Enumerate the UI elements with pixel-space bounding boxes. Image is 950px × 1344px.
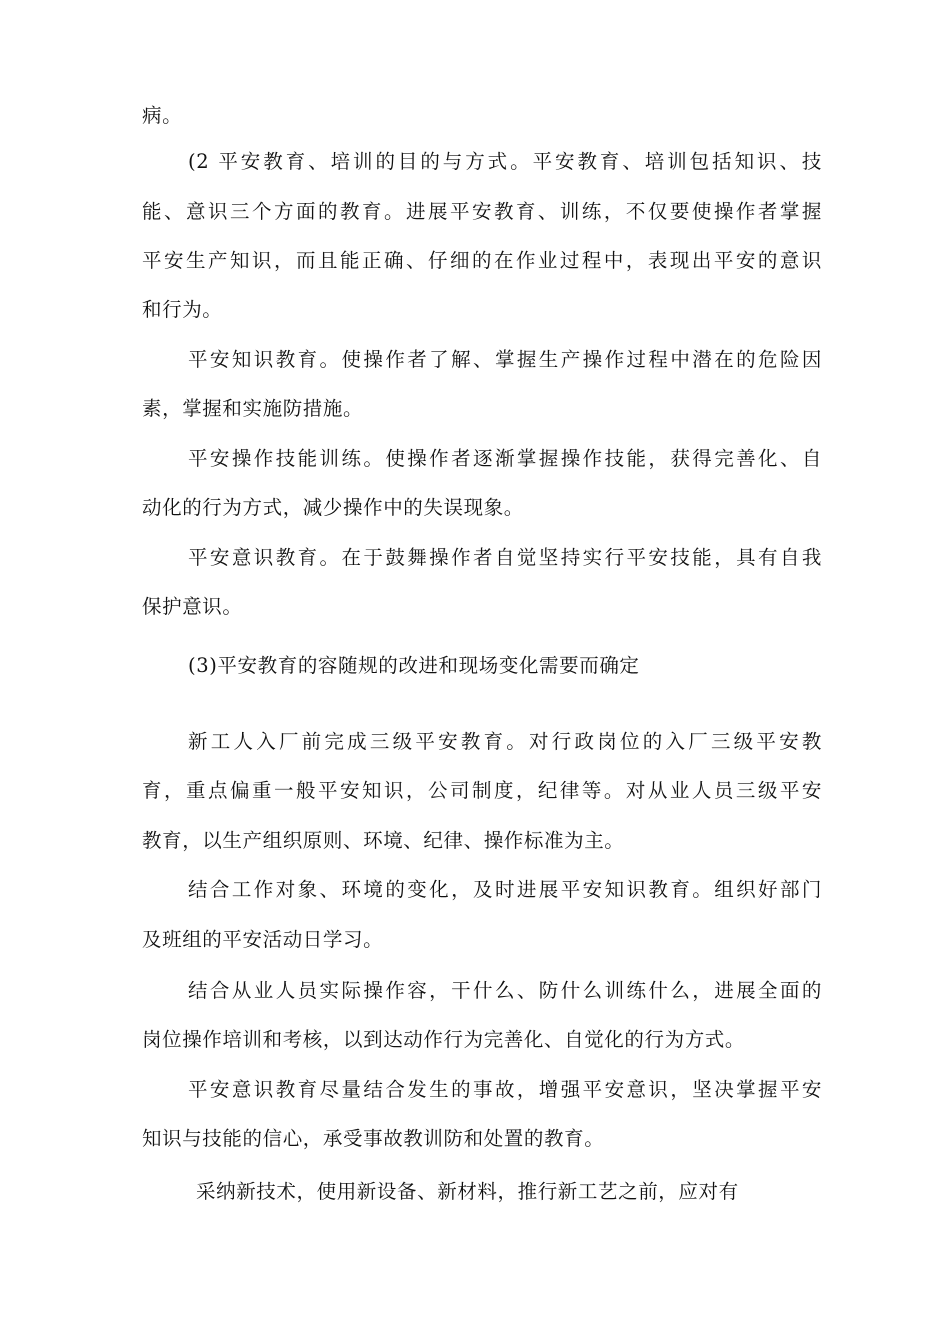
text-line: 素，掌握和实施防措施。 — [142, 397, 364, 420]
text-line: (2 平安教育、培训的目的与方式。平安教育、培训包括知识、技 — [188, 150, 822, 173]
text-line: 采纳新技术，使用新设备、新材料，推行新工艺之前，应对有 — [196, 1180, 739, 1203]
text-line: 教育，以生产组织原则、环境、纪律、操作标准为主。 — [142, 829, 625, 852]
text-line: 和行为。 — [142, 298, 223, 321]
text-line: 及班组的平安活动日学习。 — [142, 928, 384, 951]
text-line: 知识与技能的信心，承受事故教训防和处置的教育。 — [142, 1127, 605, 1150]
text-line: 结合工作对象、环境的变化，及时进展平安知识教育。组织好部门 — [188, 878, 822, 901]
text-line: (3)平安教育的容随规的改进和现场变化需要而确定 — [188, 654, 640, 677]
text-line: 平安生产知识，而且能正确、仔细的在作业过程中，表现出平安的意识 — [142, 249, 822, 272]
text-line: 平安意识教育尽量结合发生的事故，增强平安意识，坚决掌握平安 — [188, 1078, 822, 1101]
text-line: 平安意识教育。在于鼓舞操作者自觉坚持实行平安技能，具有自我 — [188, 546, 822, 569]
text-line: 病。 — [142, 104, 183, 127]
text-line: 育，重点偏重一般平安知识，公司制度，纪律等。对从业人员三级平安 — [142, 779, 822, 802]
text-line: 平安操作技能训练。使操作者逐渐掌握操作技能，获得完善化、自 — [188, 447, 822, 470]
text-line: 能、意识三个方面的教育。进展平安教育、训练，不仅要使操作者掌握 — [142, 200, 822, 223]
text-line: 岗位操作培训和考核，以到达动作行为完善化、自觉化的行为方式。 — [142, 1028, 746, 1051]
text-line: 平安知识教育。使操作者了解、掌握生产操作过程中潜在的危险因 — [188, 348, 822, 371]
text-line: 动化的行为方式，减少操作中的失误现象。 — [142, 496, 524, 519]
text-line: 保护意识。 — [142, 595, 243, 618]
text-line: 新工人入厂前完成三级平安教育。对行政岗位的入厂三级平安教 — [188, 730, 822, 753]
text-line: 结合从业人员实际操作容，干什么、防什么训练什么，进展全面的 — [188, 979, 822, 1002]
